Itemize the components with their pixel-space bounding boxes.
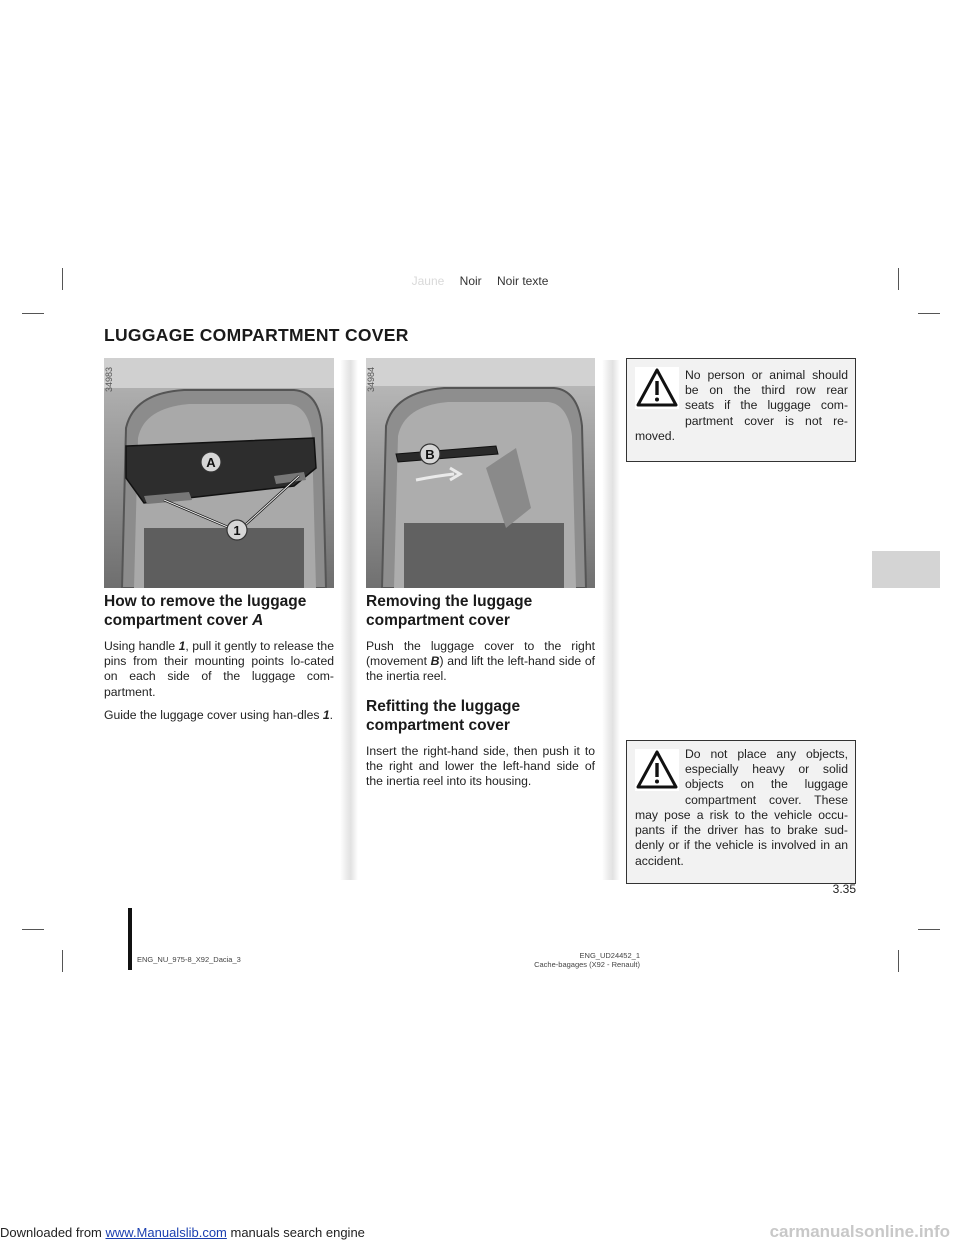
warning-box-third-row <box>626 358 856 462</box>
page-number: 3.35 <box>832 882 856 896</box>
crop-mark <box>62 950 63 972</box>
print-color-labels <box>0 274 960 288</box>
ref-movement-b: B <box>430 654 440 669</box>
footer-right-code: ENG_UD24452_1 Cache-bagages (X92 - Renault) <box>534 951 640 969</box>
figure-label-1: 1 <box>233 523 241 538</box>
warning-triangle-icon <box>635 749 679 791</box>
figure-remove-cover-movement <box>366 358 595 588</box>
section-heading <box>366 592 595 630</box>
heading-line-2: compartment cover <box>366 612 510 629</box>
paragraph-push-cover: Push the luggage cover to the right (movement B) and lift the left-hand side of the inertia reel. <box>366 639 595 684</box>
heading-line-1: How to remove the luggage <box>104 593 307 610</box>
warning-triangle-icon <box>635 367 679 409</box>
paragraph-release-pins: Using handle 1, pull it gently to release the pins from their mounting points lo-cated on each side of the luggage com-partment. <box>104 639 334 699</box>
heading-letter: A <box>252 612 264 629</box>
site-watermark: carmanualsonline.info <box>769 1222 950 1241</box>
figure-ref-number: 34984 <box>366 366 376 392</box>
paragraph-insert-cover: Insert the right-hand side, then push it to the right and lower the left-hand side of the inertia reel into its housing. <box>366 744 595 789</box>
ref-handle-1: 1 <box>322 707 330 722</box>
section-remove-cover-a <box>104 592 334 723</box>
luggage-cover-illustration <box>104 358 334 588</box>
footer-left-code: ENG_NU_975-8_X92_Dacia_3 <box>137 955 241 964</box>
figure-ref-number: 34983 <box>104 366 114 392</box>
crop-mark <box>918 313 940 314</box>
paragraph-guide-cover: Guide the luggage cover using han-dles 1. <box>104 707 334 722</box>
figure-label-b: B <box>425 447 435 462</box>
warning-text-lines: Do not place any objects, especially heavy or solid objects on the luggage compartment cover. These <box>685 747 848 807</box>
page-title: LUGGAGE COMPARTMENT COVER <box>104 325 409 345</box>
color-label-noir-texte: Noir texte <box>497 274 549 288</box>
footer-bar <box>128 908 132 970</box>
luggage-cover-movement-illustration <box>366 358 595 588</box>
warning-text-tail: may pose a risk to the vehicle occu-pants if the driver has to brake sud-denly or if the vehicle is involved in an accident. <box>635 808 848 868</box>
warning-text-lines: No person or animal should be on the third row rear seats if the luggage com- partment cover is not re- <box>685 368 848 428</box>
column-gutter <box>602 360 620 880</box>
section-remove-cover-b <box>366 592 595 685</box>
manualslib-link[interactable]: www.Manualslib.com <box>105 1225 227 1240</box>
heading-line-2: compartment cover <box>104 612 253 629</box>
warning-box-heavy-objects <box>626 740 856 884</box>
download-banner: Downloaded from www.Manualslib.com manuals search engine <box>0 1225 365 1240</box>
chapter-tab <box>872 551 940 588</box>
crop-mark <box>22 313 44 314</box>
crop-mark <box>898 950 899 972</box>
color-label-jaune: Jaune <box>411 274 445 288</box>
column-gutter <box>340 360 358 880</box>
color-label-noir: Noir <box>459 274 482 288</box>
heading-line-2: compartment cover <box>366 717 510 734</box>
crop-mark <box>22 929 44 930</box>
section-heading <box>366 697 595 735</box>
warning-text-tail: moved. <box>635 429 675 443</box>
section-refit-cover <box>366 697 595 790</box>
heading-line-1: Removing the luggage <box>366 593 533 610</box>
heading-line-1: Refitting the luggage <box>366 698 521 715</box>
figure-label-a: A <box>206 455 216 470</box>
figure-remove-cover-handles <box>104 358 334 588</box>
section-heading <box>104 592 334 630</box>
ref-handle-1: 1 <box>178 639 186 653</box>
crop-mark <box>918 929 940 930</box>
